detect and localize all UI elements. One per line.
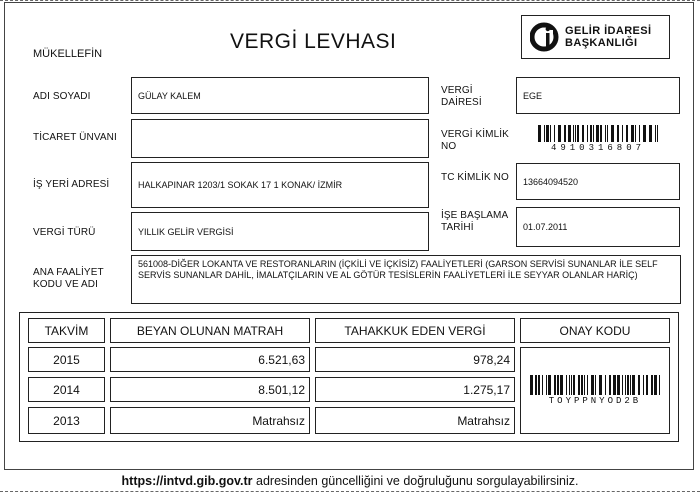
vergi-dairesi-label-2: DAİRESİ xyxy=(441,97,482,108)
faaliyet-label-2: KODU VE ADI xyxy=(33,279,99,290)
col-matrah: BEYAN OLUNAN MATRAH xyxy=(110,318,310,343)
vergi-turu-label: VERGİ TÜRÜ xyxy=(33,227,96,238)
vergi-kimlik-label-1: VERGİ KİMLİK xyxy=(441,129,509,140)
barcode-bar xyxy=(659,375,660,395)
table-row-matrah: 6.521,63 xyxy=(110,347,310,372)
faaliyet-label-1: ANA FAALİYET xyxy=(33,267,104,278)
logo-line2: BAŞKANLIĞI xyxy=(565,37,638,49)
col-tahakkuk: TAHAKKUK EDEN VERGİ xyxy=(315,318,515,343)
footer-text: adresinden güncelliğini ve doğruluğunu sorgulayabilirsiniz. xyxy=(252,474,579,488)
faaliyet-field xyxy=(131,255,681,304)
vkn-barcode-bars xyxy=(538,125,659,142)
cut-line-bottom xyxy=(0,491,700,492)
onay-barcode-bars xyxy=(530,375,660,395)
ise-baslama-label-2: TARİHİ xyxy=(441,222,474,233)
is-yeri-adresi-field xyxy=(131,162,429,208)
vergi-turu-value: YILLIK GELİR VERGİSİ xyxy=(138,226,234,237)
vergi-turu-field xyxy=(131,212,429,251)
section-label: MÜKELLEFİN xyxy=(33,48,103,60)
vergi-kimlik-value: 4910316807 xyxy=(550,143,645,153)
onay-kodu-cell xyxy=(520,347,670,434)
is-yeri-adresi-value: HALKAPINAR 1203/1 SOKAK 17 1 KONAK/ İZMİR xyxy=(138,180,343,190)
vergi-dairesi-label-1: VERGİ xyxy=(441,85,473,96)
page-title: VERGİ LEVHASI xyxy=(230,30,397,53)
cut-line-top xyxy=(0,0,700,1)
onay-kodu-value: TOYPPNYOD2B xyxy=(548,396,642,406)
faaliyet-value: 561008-DİĞER LOKANTA VE RESTORANLARIN (İÇKİLİ VE İÇKİSİZ) FAALİYETLERİ (GARSON SERVİSİ SUNANLAR İLE SELF SERVİS SUNANLAR DAHİL, İMALATÇILARIN VE AL GÖTÜR TESİSLERİN FAALİYETLERİ İLE SEYYAR OLANLAR HARİÇ) xyxy=(138,259,658,280)
col-onay: ONAY KODU xyxy=(520,318,670,343)
tc-kimlik-field xyxy=(516,163,680,200)
footer-url[interactable]: https://intvd.gib.gov.tr xyxy=(121,474,253,488)
vergi-kimlik-label-2: NO xyxy=(441,141,457,152)
ticaret-unvani-label: TİCARET ÜNVANI xyxy=(33,132,117,143)
is-yeri-adresi-label: İŞ YERİ ADRESİ xyxy=(33,179,110,190)
barcode-bar xyxy=(658,125,659,142)
table-row-tahakkuk: Matrahsız xyxy=(315,407,515,434)
table-row-matrah: Matrahsız xyxy=(110,407,310,434)
table-row-tahakkuk: 978,24 xyxy=(315,347,515,372)
table-row-matrah: 8.501,12 xyxy=(110,377,310,402)
vergi-kimlik-barcode xyxy=(527,120,669,158)
vergi-dairesi-field xyxy=(516,77,680,114)
ise-baslama-value: 01.07.2011 xyxy=(523,222,568,232)
ise-baslama-field xyxy=(516,207,680,247)
col-takvim: TAKVİM xyxy=(28,318,105,343)
table-row-year: 2013 xyxy=(28,407,105,434)
tc-kimlik-label: TC KİMLİK NO xyxy=(441,172,509,183)
adi-soyadi-value: GÜLAY KALEM xyxy=(138,90,201,101)
tc-kimlik-value: 13664094520 xyxy=(523,176,579,187)
table-row-year: 2015 xyxy=(28,347,105,372)
vergi-dairesi-value: EGE xyxy=(523,90,543,101)
table-row-year: 2014 xyxy=(28,377,105,402)
adi-soyadi-field xyxy=(131,77,429,114)
gib-logo xyxy=(521,15,670,59)
table-row-tahakkuk: 1.275,17 xyxy=(315,377,515,402)
footer-note xyxy=(0,474,700,488)
ticaret-unvani-field xyxy=(131,119,429,158)
ise-baslama-label-1: İŞE BAŞLAMA xyxy=(441,210,509,221)
adi-soyadi-label: ADI SOYADI xyxy=(33,91,91,102)
gib-logo-icon xyxy=(530,22,560,52)
logo-line1: GELİR İDARESİ xyxy=(565,25,652,37)
